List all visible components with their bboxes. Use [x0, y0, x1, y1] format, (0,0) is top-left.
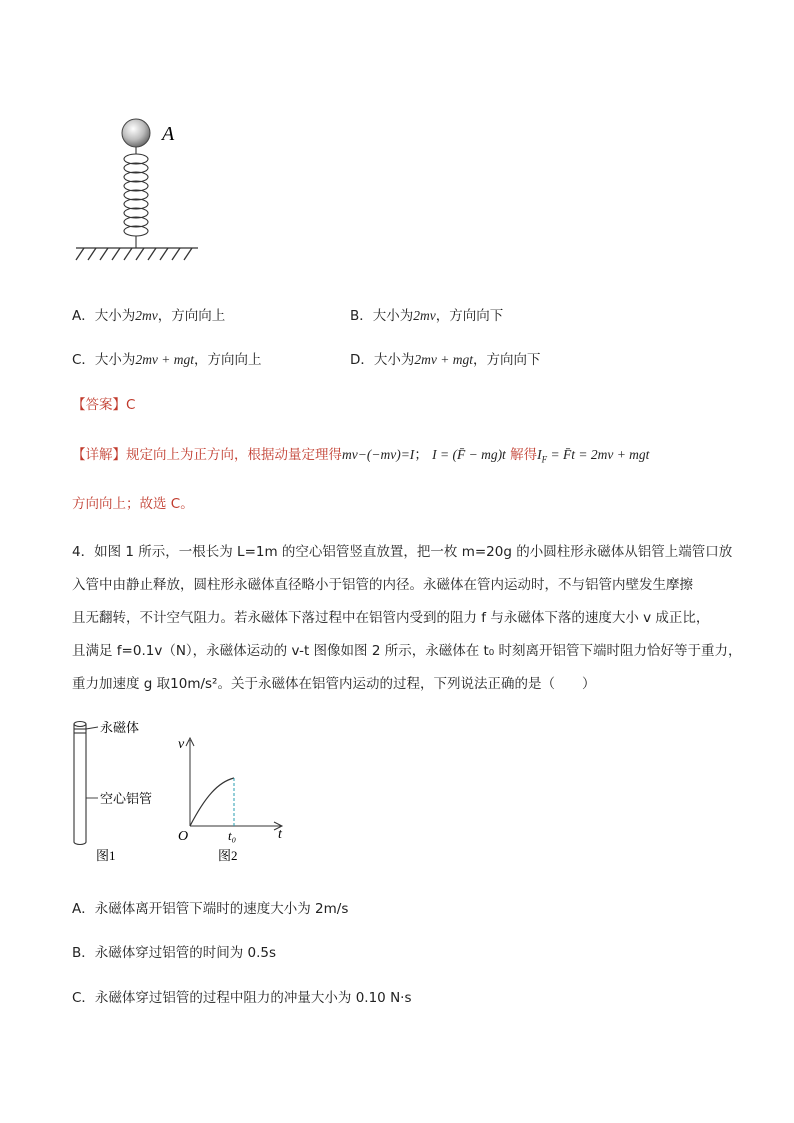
q4-line: 4．如图 1 所示，一根长为 L=1m 的空心铝管竖直放置，把一枚 m=20g 的小圆柱形永磁体从铝管上端管口放 [72, 544, 733, 560]
option-suffix: ，方向向上 [194, 352, 262, 368]
detail-text-1: 规定向上为正方向，根据动量定理得 [126, 447, 342, 463]
q3-option-d[interactable] [350, 348, 541, 368]
magnet-label: 永磁体 [100, 720, 140, 735]
fig2-caption: 图2 [218, 848, 238, 863]
vt-graph [178, 737, 283, 844]
q4-line: 重力加速度 g 取10m/s²。关于永磁体在铝管内运动的过程，下列说法正确的是（ ） [72, 676, 596, 692]
option-expr: 2mv + mgt [414, 352, 474, 367]
option-expr: 2mv [135, 308, 158, 323]
q4-text [72, 536, 742, 701]
tube-label: 空心铝管 [100, 791, 153, 806]
option-expr: 2mv [413, 308, 436, 323]
q3-option-c[interactable] [72, 348, 262, 368]
origin-label: O [178, 829, 189, 844]
q4-option-b[interactable]: B．永磁体穿过铝管的时间为 0.5s [72, 945, 277, 961]
magnet-pointer [86, 727, 98, 729]
tube-and-vt-figure [60, 712, 300, 872]
option-prefix: B．大小为 [350, 308, 414, 324]
detail-line-1 [72, 443, 649, 465]
spring [124, 147, 148, 248]
q4-line: 且无翻转，不计空气阻力。若永磁体下落过程中在铝管内受到的阻力 f 与永磁体下落的速度大小 v 成正比， [72, 610, 710, 626]
q4-option-a[interactable]: A．永磁体离开铝管下端时的速度大小为 2m/s [72, 901, 349, 917]
option-prefix: A．大小为 [72, 308, 136, 324]
q3-option-b[interactable] [350, 304, 503, 324]
detail-text-2: 解得 [510, 447, 538, 463]
q4-line: 入管中由静止释放，圆柱形永磁体直径略小于铝管的内径。永磁体在管内运动时，不与铝管内壁发生摩擦 [72, 577, 693, 593]
detail-eq-2: I = (F̄ − mg)t [432, 447, 506, 462]
aluminum-tube [74, 722, 86, 845]
detail-line-2: 方向向上；故选 C。 [72, 496, 194, 512]
detail-sep: ； [414, 447, 428, 463]
ball-label: A [162, 123, 175, 145]
ball [122, 119, 150, 147]
option-suffix: ，方向向上 [157, 308, 226, 324]
answer-value: C [126, 397, 136, 413]
q4-option-c[interactable]: C．永磁体穿过铝管的过程中阻力的冲量大小为 0.10 N·s [72, 990, 412, 1006]
answer-tag: 【答案】 [72, 397, 126, 413]
detail-eq-1: mv−(−mv)=I [342, 447, 415, 462]
q4-line: 且满足 f=0.1v（N），永磁体运动的 v-t 图像如图 2 所示，永磁体在 t₀ 时刻离开铝管下端时阻力恰好等于重力， [72, 643, 742, 659]
t-axis-label: t [278, 827, 282, 842]
option-prefix: D．大小为 [350, 352, 415, 368]
vt-curve [190, 778, 234, 826]
v-axis-label: v [178, 737, 185, 752]
option-suffix: ，方向向下 [435, 308, 504, 324]
spring-ball-figure [70, 110, 210, 270]
q3-option-a[interactable] [72, 304, 225, 324]
detail-tag: 【详解】 [72, 447, 126, 463]
option-prefix: C．大小为 [72, 352, 136, 368]
t0-label: t₀ [228, 828, 237, 843]
answer-line [72, 393, 135, 413]
option-suffix: ，方向向下 [473, 352, 541, 368]
ground [76, 248, 198, 260]
option-expr: 2mv + mgt [135, 352, 195, 367]
fig1-caption: 图1 [96, 848, 116, 863]
detail-eq-3: $I_F$ = F̄t = 2mv + mgt [537, 447, 650, 465]
